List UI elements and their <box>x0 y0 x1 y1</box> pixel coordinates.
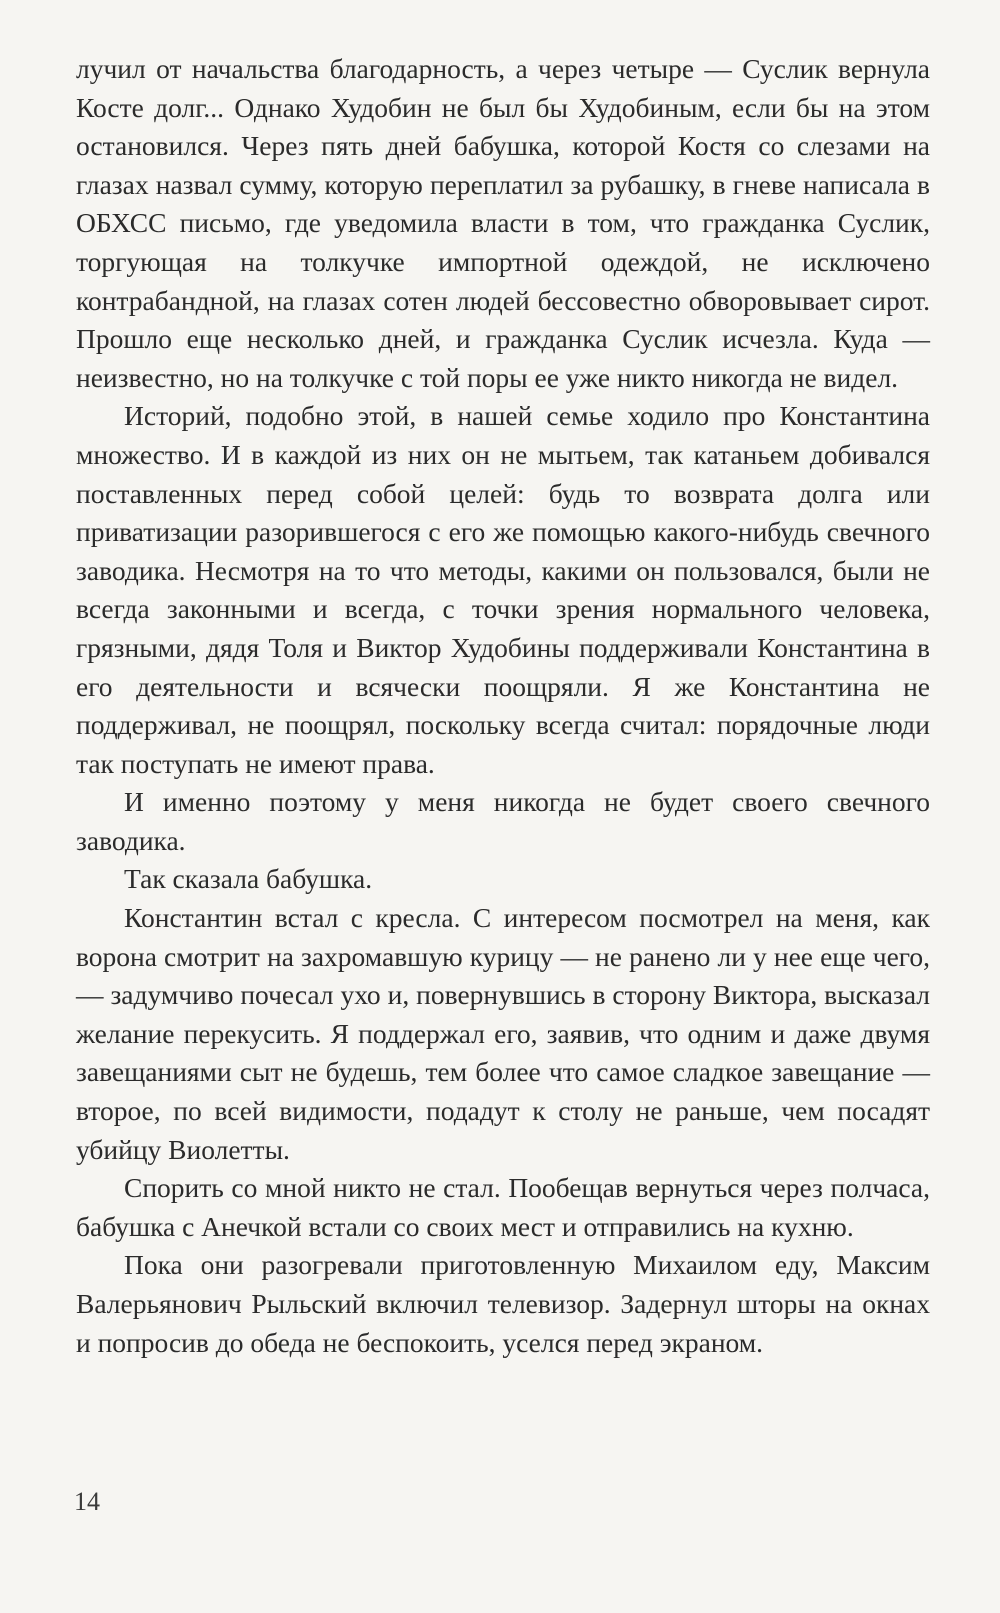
page-number: 14 <box>74 1487 100 1516</box>
paragraph-3: И именно поэтому у меня никогда не будет своего свечного заводика. <box>76 786 930 856</box>
paragraph-2: Историй, подобно этой, в нашей семье ходило про Константина множество. И в каждой из них он не мытьем, так катаньем добивался поставленных перед собой целей: будь то возврата долга или приватизации разорившегося с его же помощью какого-нибудь свечного заводика. Несмотря на то что методы, какими он пользовался, были не всегда законными и всегда, с точки зрения нормального человека, грязными, дядя Толя и Виктор Худобины поддерживали Константина в его деятельности и всячески поощряли. Я же Константина не поддерживал, не поощрял, поскольку всегда считал: порядочные люди так поступать не имеют права. <box>76 400 930 779</box>
paragraph-7: Пока они разогревали приготовленную Михаилом еду, Максим Валерьянович Рыльский включил телевизор. Задернул шторы на окнах и попросив до обеда не беспокоить, уселся перед экраном. <box>76 1249 930 1358</box>
book-page-text <box>76 50 930 1362</box>
paragraph-1: лучил от начальства благодарность, а через четыре — Суслик вернула Косте долг... Однако Худобин не был бы Худобиным, если бы на этом остановился. Через пять дней бабушка, которой Костя со слезами на глазах назвал сумму, которую переплатил за рубашку, в гневе написала в ОБХСС письмо, где уведомила власти в том, что гражданка Суслик, торгующая на толкучке импортной одеждой, не исключено контрабандной, на глазах сотен людей бессовестно обворовывает сирот. Прошло еще несколько дней, и гражданка Суслик исчезла. Куда — неизвестно, но на толкучке с той поры ее уже никто никогда не видел. <box>76 53 930 393</box>
paragraph-6: Спорить со мной никто не стал. Пообещав вернуться через полчаса, бабушка с Анечкой встали со своих мест и отправились на кухню. <box>76 1172 930 1242</box>
paragraph-4: Так сказала бабушка. <box>124 863 373 895</box>
paragraph-5: Константин встал с кресла. С интересом посмотрел на меня, как ворона смотрит на захромавшую курицу — не ранено ли у нее еще чего, — задумчиво почесал ухо и, повернувшись в сторону Виктора, высказал желание перекусить. Я поддержал его, заявив, что одним и даже двумя завещаниями сыт не будешь, тем более что самое сладкое завещание — второе, по всей видимости, подадут к столу не раньше, чем посадят убийцу Виолетты. <box>76 902 930 1165</box>
